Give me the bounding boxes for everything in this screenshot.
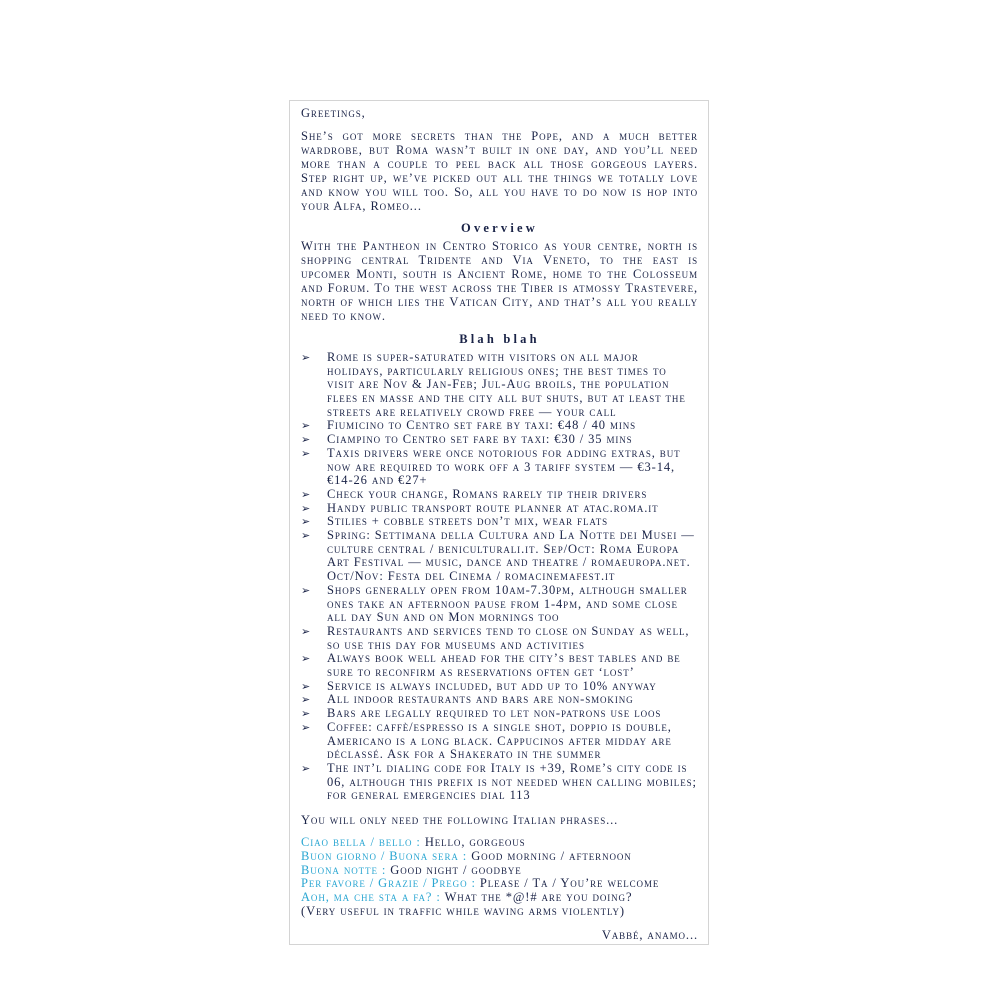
phrase-row <box>301 891 698 905</box>
intro-paragraph: She’s got more secrets than the Pope, and a much better wardrobe, but Roma wasn’t built in one day, and you’ll need more than a couple to peel back all those gorgeous layers. Step right up, we’ve picked out all the things we totally love and know you will too. So, all you have to do now is hop into your Alfa, Romeo... <box>301 129 698 213</box>
arrowhead-bullet-icon: ➢ <box>301 487 312 501</box>
list-item: ➢ Handy public transport route planner at atac.roma.it <box>301 500 659 515</box>
phrase-row <box>301 850 698 864</box>
arrowhead-bullet-icon: ➢ <box>301 350 312 364</box>
tips-list <box>301 351 698 803</box>
list-item: ➢ Bars are legally required to let non-patrons use loos <box>301 706 662 721</box>
list-item: ➢ Coffee: caffè/espresso is a single shot, doppio is double, Americano is a long black. Cappucinos after midday are déclassé. Ask for a Shakerato in the summer <box>301 719 672 762</box>
arrowhead-bullet-icon: ➢ <box>301 693 312 707</box>
arrowhead-bullet-icon: ➢ <box>301 652 312 666</box>
arrowhead-bullet-icon: ➢ <box>301 720 312 734</box>
signoff: Vabbé, anamo... <box>601 927 698 942</box>
phrase-row <box>301 864 698 878</box>
arrowhead-bullet-icon: ➢ <box>301 515 312 529</box>
italian-phrase: Ciao bella / bello : <box>301 835 421 850</box>
list-item: ➢ Rome is super-saturated with visitors on all major holidays, particularly religious ones; the best times to visit are Nov & Jan-Feb; Jul-Aug broils, the population flees en masse and the city all but shuts, but at least the streets are relatively crowd free — your call <box>301 349 686 419</box>
arrowhead-bullet-icon: ➢ <box>301 624 312 638</box>
phrases-list <box>301 836 698 905</box>
english-translation: Good night / goodbye <box>390 862 522 877</box>
english-translation: Please / Ta / You’re welcome <box>479 876 660 891</box>
italian-phrase: Per favore / Grazie / Prego : <box>301 876 476 891</box>
arrowhead-bullet-icon: ➢ <box>301 761 312 775</box>
list-item: ➢ The int’l dialing code for Italy is +39, Rome’s city code is 06, although this prefix is not needed when calling mobiles; for general emergencies dial 113 <box>301 760 697 803</box>
english-translation: Good morning / afternoon <box>471 848 632 863</box>
phrases-intro: You will only need the following Italian phrases... <box>301 813 619 828</box>
list-item: ➢ Spring: Settimana della Cultura and La Notte dei Musei — culture central / beniculturali.it. Sep/Oct: Roma Europa Art Festival — music, dance and theatre / romaeuropa.net. Oct/Nov: Festa del Cinema / romacinemafest.it <box>301 528 695 584</box>
list-item: ➢ Service is always included, but add up to 10% anyway <box>301 678 657 693</box>
list-item: ➢ Restaurants and services tend to close on Sunday as well, so use this day for museums and activities <box>301 623 690 652</box>
phrase-row <box>301 836 698 850</box>
italian-phrase: Buon giorno / Buona sera : <box>301 848 468 863</box>
arrowhead-bullet-icon: ➢ <box>301 529 312 543</box>
english-translation: Hello, gorgeous <box>424 835 526 850</box>
list-item: ➢ Shops generally open from 10am-7.30pm, although smaller ones take an afternoon pause from 1-4pm, and some close all day Sun and on Mon mornings too <box>301 582 688 625</box>
arrowhead-bullet-icon: ➢ <box>301 583 312 597</box>
list-item: ➢ Stilies + cobble streets don’t mix, wear flats <box>301 514 609 529</box>
guide-card <box>289 100 709 945</box>
arrowhead-bullet-icon: ➢ <box>301 707 312 721</box>
list-item: ➢ Fiumicino to Centro set fare by taxi: €48 / 40 mins <box>301 418 637 433</box>
overview-text: With the Pantheon in Centro Storico as your centre, north is shopping central Tridente and Via Veneto, to the east is upcomer Monti, south is Ancient Rome, home to the Colosseum and Forum. To the west across the Tiber is atmossy Trastevere, north of which lies the Vatican City, and that’s all you really need to know. <box>301 239 698 323</box>
blah-heading: Blah blah <box>459 331 540 346</box>
italian-phrase: Aoh, ma che sta a fa? : <box>301 890 441 905</box>
arrowhead-bullet-icon: ➢ <box>301 679 312 693</box>
list-item: ➢ Check your change, Romans rarely tip their drivers <box>301 486 648 501</box>
overview-heading: Overview <box>461 221 538 236</box>
list-item: ➢ Always book well ahead for the city’s best tables and be sure to reconfirm as reservations often get ‘lost’ <box>301 651 681 680</box>
greeting: Greetings, <box>301 106 366 120</box>
arrowhead-bullet-icon: ➢ <box>301 501 312 515</box>
arrowhead-bullet-icon: ➢ <box>301 446 312 460</box>
arrowhead-bullet-icon: ➢ <box>301 419 312 433</box>
italian-phrase: Buona notte : <box>301 862 387 877</box>
list-item: ➢ Ciampino to Centro set fare by taxi: €30 / 35 mins <box>301 432 633 447</box>
english-translation: What the *@!# are you doing? <box>444 890 633 905</box>
phrases-note: (Very useful in traffic while waving arms violently) <box>301 904 625 919</box>
arrowhead-bullet-icon: ➢ <box>301 433 312 447</box>
list-item: ➢ Taxis drivers were once notorious for adding extras, but now are required to work off a 3 tariff system — €3-14, €14-26 and €27+ <box>301 445 681 488</box>
phrase-row <box>301 877 698 891</box>
list-item: ➢ All indoor restaurants and bars are non-smoking <box>301 692 634 707</box>
